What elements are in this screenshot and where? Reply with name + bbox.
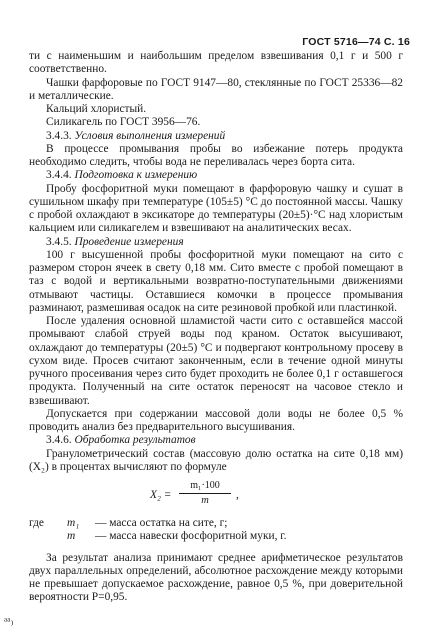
paragraph: Силикагель по ГОСТ 3956—76. <box>46 116 201 129</box>
section-number: 3.4.3. <box>46 129 72 142</box>
corner-mark: ᵃᵃ₎ <box>4 614 14 628</box>
section-heading <box>29 130 403 143</box>
section-number: 3.4.6. <box>46 434 72 447</box>
definition-text: — масса остатка на сите, г; <box>95 517 228 529</box>
paragraph: 100 г высушенной пробы фосфоритной муки помещают на сито с размером сторон ячеек в свету 0,18 мм. Сито вместе с пробой помещают в таз с водой и вертикальными возвратно-поступательными движениями отмывают частицы. Оставшиеся комочки в процессе промывания разминают, размешивая осадок на сите резиновой пробкой или пластинкой. <box>29 248 403 314</box>
definition-text: — масса навески фосфоритной муки, г. <box>95 530 287 543</box>
definitions <box>29 517 403 544</box>
formula-fraction <box>179 480 231 507</box>
definition-prefix: где <box>29 517 44 529</box>
formula-numerator: m₁·100 <box>179 480 231 494</box>
section-title: Проведение измерения <box>74 235 184 248</box>
paragraph: Пробу фосфоритной муки помещают в фарфоровую чашку и сушат в сушильном шкафу при температуре (105±5) °С до постоянной массы. Чашку с пробой охлаждают в эксикаторе до температуры (20±5)·°С над хлористым кальцием или силикагелем и взвешивают на аналитических весах. <box>29 182 403 235</box>
definition-row <box>29 517 403 530</box>
paragraph: После удаления основной шламистой части сито с оставшейся массой промывают слабой струей воды под краном. Остаток высушивают, охлаждают до температуры (20±5) °С и подвергают контрольному просеву в сухом виде. Просев считают законченным, если в течение одной минуты ручного просеивания через сито будет проходить не более 0,1 г оставшегося продукта. Полученный на сите остаток переносят на часовое стекло и взвешивают. <box>29 315 403 407</box>
definition-symbol: m₁ <box>67 517 80 529</box>
paragraph: Гранулометрический состав (массовую долю остатка на сите 0,18 мм) (X₂) в процентах вычисляют по формуле <box>29 447 403 473</box>
formula-lhs: X₂ = <box>150 489 172 501</box>
paragraph: Чашки фарфоровые по ГОСТ 9147—80, стеклянные по ГОСТ 25336—82 и металлические. <box>29 76 403 102</box>
section-heading <box>29 434 403 447</box>
definition-prefix <box>29 530 67 543</box>
definition-symbol: m <box>67 530 76 543</box>
paragraph: В процессе промывания пробы во избежание потерь продукта необходимо следить, чтобы вода не переливалась через борта сита. <box>29 142 403 168</box>
section-heading <box>29 169 403 182</box>
section-title: Подготовка к измерению <box>74 169 198 182</box>
section-number: 3.4.5. <box>46 235 72 248</box>
paragraph: Допускается при содержании массовой доли воды не более 0,5 % проводить анализ без предварительного высушивания. <box>29 407 403 433</box>
formula <box>29 478 403 514</box>
section-title: Условия выполнения измерений <box>74 129 226 142</box>
paragraph: Кальций хлористый. <box>46 103 147 115</box>
formula-comma: , <box>236 489 239 501</box>
definition-row <box>29 530 403 543</box>
formula-denominator: m <box>201 495 209 506</box>
paragraph: ти с наименьшим и наибольшим пределом взвешивания 0,1 г и 500 г соответственно. <box>29 50 403 76</box>
document-body <box>29 50 403 605</box>
paragraph: За результат анализа принимают среднее арифметическое результатов двух параллельных определений, абсолютное расхождение между которыми не превышает допускаемое расхождение, равное 0,5 %, при доверительной вероятности P=0,95. <box>29 551 403 604</box>
section-title: Обработка результатов <box>74 434 196 447</box>
page-header: ГОСТ 5716—74 С. 16 <box>302 36 410 48</box>
section-number: 3.4.4. <box>46 169 72 182</box>
section-heading <box>29 236 403 249</box>
